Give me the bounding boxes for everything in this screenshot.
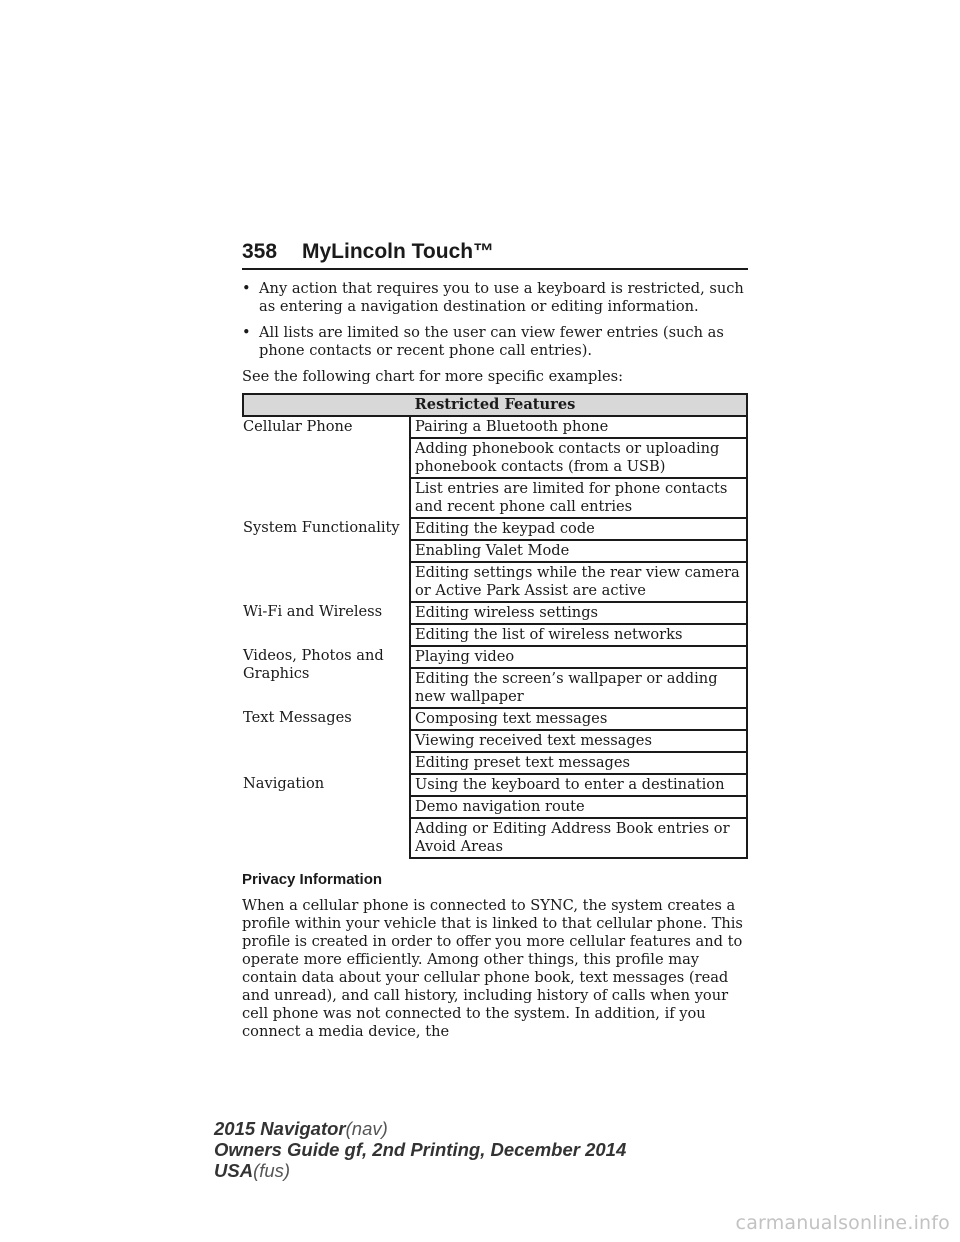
feature-cell: Editing preset text messages — [410, 752, 747, 774]
footer-region-code: (fus) — [253, 1160, 291, 1181]
feature-cell: Enabling Valet Mode — [410, 540, 747, 562]
footer-line — [214, 1160, 626, 1181]
bullet-icon: • — [242, 324, 251, 341]
table-row — [243, 646, 747, 668]
watermark: carmanualsonline.info — [735, 1212, 950, 1234]
feature-cell: Demo navigation route — [410, 796, 747, 818]
privacy-heading: Privacy Information — [242, 871, 383, 888]
table-title: Restricted Features — [243, 394, 747, 416]
restricted-features-table — [242, 393, 748, 859]
feature-cell: Adding or Editing Address Book entries or Avoid Areas — [410, 818, 747, 858]
feature-cell: Editing the screen’s wallpaper or adding new wallpaper — [410, 668, 747, 708]
footer-model: 2015 Navigator — [214, 1118, 346, 1139]
feature-cell: Playing video — [410, 646, 747, 668]
table-row — [243, 708, 747, 730]
footer-line — [214, 1118, 626, 1139]
bullet-icon: • — [242, 280, 251, 297]
footer-region: USA — [214, 1160, 254, 1181]
feature-cell: List entries are limited for phone contacts and recent phone call entries — [410, 478, 747, 518]
chart-intro: See the following chart for more specific examples: — [242, 368, 624, 385]
page-number: 358 — [242, 240, 278, 263]
footer-line — [214, 1139, 626, 1160]
footer-model-code: (nav) — [345, 1118, 388, 1139]
category-cell: Videos, Photos and Graphics — [243, 647, 384, 682]
category-cell: Cellular Phone — [243, 418, 353, 435]
feature-cell: Composing text messages — [410, 708, 747, 730]
list-item — [242, 324, 748, 360]
page-content — [242, 280, 748, 1041]
table-row — [243, 518, 747, 540]
bullet-list — [242, 280, 748, 360]
privacy-paragraph: When a cellular phone is connected to SYNC, the system creates a profile within your vehicle that is linked to that cellular phone. This profile is created in order to offer you more cellular features and to operate more efficiently. Among other things, this profile may contain data about your cellular phone book, text messages (read and unread), and call history, including history of calls when your cell phone was not connected to the system. In addition, if you connect a media device, the — [242, 897, 743, 1040]
feature-cell: Editing wireless settings — [410, 602, 747, 624]
feature-cell: Editing the list of wireless networks — [410, 624, 747, 646]
section-title: MyLincoln Touch™ — [302, 240, 495, 263]
bullet-text: Any action that requires you to use a keyboard is restricted, such as entering a navigation destination or editing information. — [259, 280, 744, 315]
table-body — [243, 416, 747, 858]
bullet-text: All lists are limited so the user can view fewer entries (such as phone contacts or recent phone call entries). — [259, 324, 724, 359]
document-footer — [214, 1118, 626, 1181]
category-cell: Navigation — [243, 775, 325, 792]
page-header — [242, 228, 748, 270]
feature-cell: Pairing a Bluetooth phone — [410, 416, 747, 438]
footer-guide: Owners Guide gf, 2nd Printing, December 2014 — [214, 1139, 627, 1160]
table-row — [243, 602, 747, 624]
feature-cell: Adding phonebook contacts or uploading phonebook contacts (from a USB) — [410, 438, 747, 478]
feature-cell: Editing settings while the rear view camera or Active Park Assist are active — [410, 562, 747, 602]
feature-cell: Editing the keypad code — [410, 518, 747, 540]
category-cell: Text Messages — [243, 709, 352, 726]
table-row — [243, 774, 747, 796]
list-item — [242, 280, 748, 316]
category-cell: Wi-Fi and Wireless — [243, 603, 383, 620]
feature-cell: Using the keyboard to enter a destination — [410, 774, 747, 796]
feature-cell: Viewing received text messages — [410, 730, 747, 752]
table-row — [243, 416, 747, 438]
category-cell: System Functionality — [243, 519, 400, 536]
